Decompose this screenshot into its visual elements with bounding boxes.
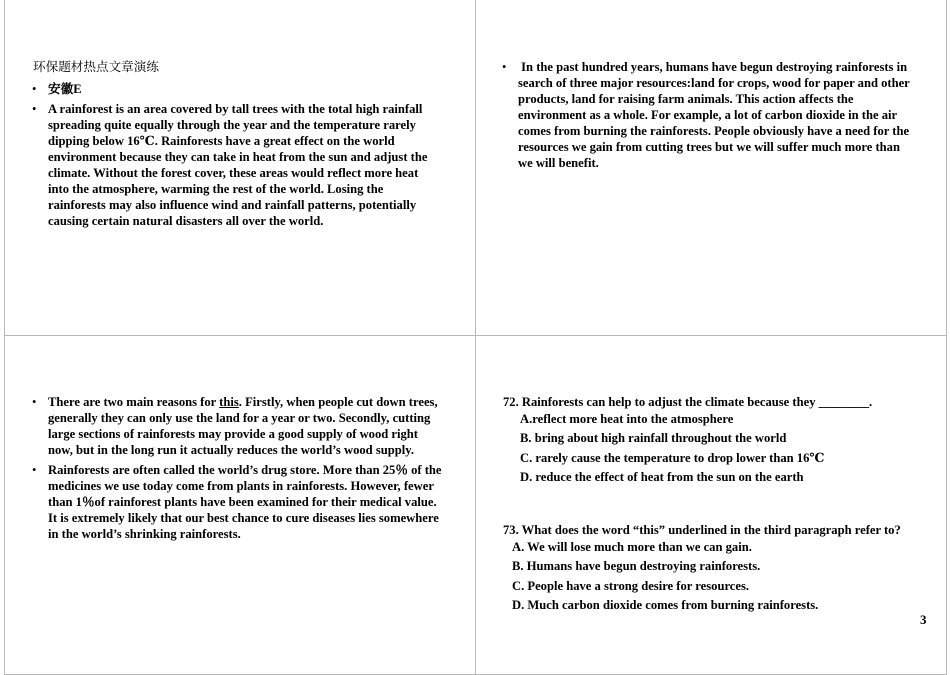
question-stem: 73. What does the word “this” underlined in the third paragraph refer to? [503,523,901,537]
slide-heading: 环保题材热点文章演练 [33,60,159,74]
passage-paragraph-1: A rainforest is an area covered by tall trees with the total high rainfall spreading quite equally through the year and the temperature rarely dipping below 16℃. Rainforests have a great effect on the world environment because they can take in heat from the sun and adjust the climate. Without the forest cover, these areas would reflect more heat into the atmosphere, warming the rest of the world. Losing the rainforests may also influence wind and rainfall patterns, potentially causing certain natural disasters all over the world. [48,102,428,228]
bullet-icon: • [502,60,507,74]
page-number: 3 [920,612,927,627]
passage-paragraph-2: In the past hundred years, humans have begun destroying rainforests in search of three major resources:land for crops, wood for paper and other products, land for raising farm animals. This action affects the environment as a whole. For example, a lot of carbon dioxide in the air comes from burning the rainforests. People obviously have a need for the resources we gain from cutting trees but we will suffer much more than we will benefit. [518,60,913,170]
source-label: 安徽E [48,82,82,96]
bullet-icon: • [32,395,37,409]
slide3-bullet-list [32,394,442,546]
bullet-icon: • [32,463,37,477]
option-d: D. Much carbon dioxide comes from burning rainforests. [512,597,819,612]
option-d: D. reduce the effect of heat from the sun on the earth [520,469,804,484]
slide1-bullet-list [32,81,442,233]
question-73 [503,522,928,615]
list-item [502,59,914,171]
slide2-bullet-list [502,59,914,171]
option-b: B. bring about high rainfall throughout the world [520,431,787,446]
list-item [32,81,442,97]
bullet-icon: • [32,82,37,96]
question-stem: 72. Rainforests can help to adjust the climate because they ________. [503,395,873,409]
list-item [32,101,442,229]
paragraph-text: There are two main reasons for [48,395,220,409]
option-a: A. We will lose much more than we can gain. [512,540,752,554]
slide-panel-4 [475,335,947,675]
list-item [32,394,442,458]
option-a: A.reflect more heat into the atmosphere [520,412,734,426]
passage-paragraph-4: Rainforests are often called the world’s drug store. More than 25％ of the medicines we use today come from plants in rainforests. However, fewer than 1％of rainforest plants have been examined for their medical value. It is extremely likely that our best chance to cure diseases lies somewhere in the world’s shrinking rainforests. [48,463,442,541]
passage-paragraph-3 [48,395,438,457]
paragraph-text: . Firstly, when people cut down trees, generally they can only use the land for a year or two. Secondly, cutting large sections of rainforests may provide a good supply of wood right now, but in the long run it actually reduces the world’s wood supply. [48,395,438,457]
option-c: C. People have a strong desire for resources. [512,578,750,593]
option-b: B. Humans have begun destroying rainforests. [512,559,761,574]
list-item [32,462,442,542]
underlined-word: this [219,395,239,409]
option-c: C. rarely cause the temperature to drop lower than 16℃ [520,450,825,465]
question-72 [503,394,923,487]
bullet-icon: • [32,102,37,116]
